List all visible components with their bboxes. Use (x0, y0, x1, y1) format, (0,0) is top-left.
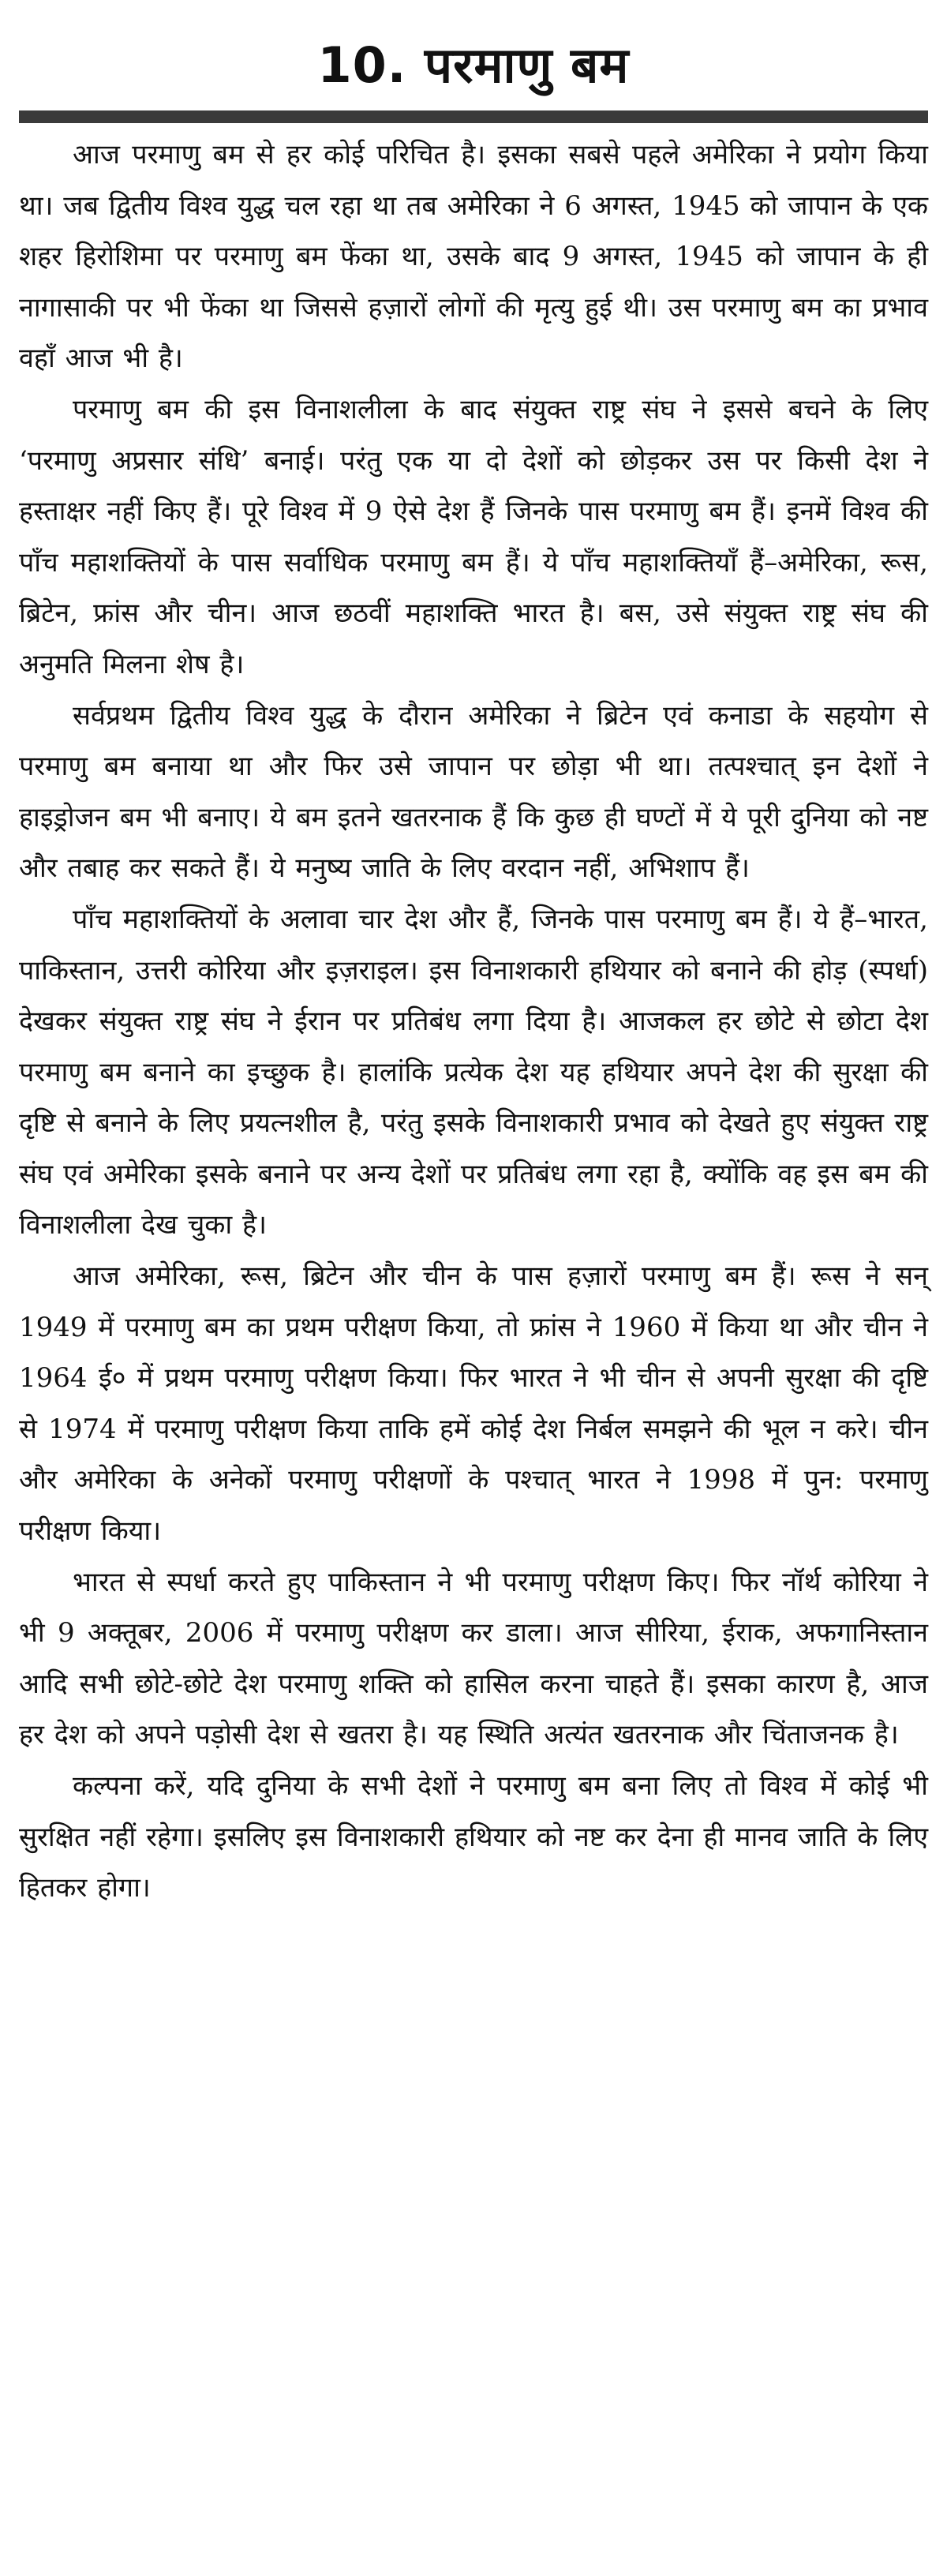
paragraph-4: पाँच महाशक्तियों के अलावा चार देश और हैं, जिनके पास परमाणु बम हैं। ये हैं–भारत, पाकिस्तान, उत्तरी कोरिया और इज़राइल। इस विनाशकारी हथियार को बनाने की होड़ (स्पर्धा) देखकर संयुक्त राष्ट्र संघ ने ईरान पर प्रतिबंध लगा दिया है। आजकल हर छोटे से छोटा देश परमाणु बम बनाने का इच्छुक है। हालांकि प्रत्येक देश यह हथियार अपने देश की सुरक्षा की दृष्टि से बनाने के लिए प्रयत्नशील है, परंतु इसके विनाशकारी प्रभाव को देखते हुए संयुक्त राष्ट्र संघ एवं अमेरिका इसके बनाने पर अन्य देशों पर प्रतिबंध लगा रहा है, क्योंकि वह इस बम की विनाशलीला देख चुका है। (19, 903, 928, 1241)
paragraph-6: भारत से स्पर्धा करते हुए पाकिस्तान ने भी परमाणु परीक्षण किए। फिर नॉर्थ कोरिया ने भी 9 अक्तूबर, 2006 में परमाणु परीक्षण कर डाला। आज सीरिया, ईराक, अफगानिस्तान आदि सभी छोटे-छोटे देश परमाणु शक्ति को हासिल करना चाहते हैं। इसका कारण है, आज हर देश को अपने पड़ोसी देश से खतरा है। यह स्थिति अत्यंत खतरनाक और चिंताजनक है। (19, 1566, 928, 1751)
paragraph-3: सर्वप्रथम द्वितीय विश्व युद्ध के दौरान अमेरिका ने ब्रिटेन एवं कनाडा के सहयोग से परमाणु बम बनाया था और फिर उसे जापान पर छोड़ा भी था। तत्पश्चात् इन देशों ने हाइड्रोजन बम भी बनाए। ये बम इतने खतरनाक हैं कि कुछ ही घण्टों में ये पूरी दुनिया को नष्ट और तबाह कर सकते हैं। ये मनुष्य जाति के लिए वरदान नहीं, अभिशाप हैं। (19, 699, 928, 885)
paragraph-5: आज अमेरिका, रूस, ब्रिटेन और चीन के पास हज़ारों परमाणु बम हैं। रूस ने सन् 1949 में परमाणु बम का प्रथम परीक्षण किया, तो फ्रांस ने 1960 में किया था और चीन ने 1964 ई० में प्रथम परमाणु परीक्षण किया। फिर भारत ने भी चीन से अपनी सुरक्षा की दृष्टि से 1974 में परमाणु परीक्षण किया ताकि हमें कोई देश निर्बल समझने की भूल न करे। चीन और अमेरिका के अनेकों परमाणु परीक्षणों के पश्चात् भारत ने 1998 में पुन: परमाणु परीक्षण किया। (19, 1260, 928, 1548)
title-divider (19, 110, 928, 123)
page-title: 10. परमाणु बम (317, 36, 630, 94)
paragraph-7: कल्पना करें, यदि दुनिया के सभी देशों ने परमाणु बम बना लिए तो विश्व में कोई भी सुरक्षित नहीं रहेगा। इसलिए इस विनाशकारी हथियार को नष्ट कर देना ही मानव जाति के लिए हितकर होगा। (19, 1770, 928, 1904)
essay-page (19, 0, 928, 2576)
paragraph-1: आज परमाणु बम से हर कोई परिचित है। इसका सबसे पहले अमेरिका ने प्रयोग किया था। जब द्वितीय विश्व युद्ध चल रहा था तब अमेरिका ने 6 अगस्त, 1945 को जापान के एक शहर हिरोशिमा पर परमाणु बम फेंका था, उसके बाद 9 अगस्त, 1945 को जापान के ही नागासाकी पर भी फेंका था जिससे हज़ारों लोगों की मृत्यु हुई थी। उस परमाणु बम का प्रभाव वहाँ आज भी है। (19, 139, 928, 375)
essay-body (19, 129, 928, 1914)
paragraph-2: परमाणु बम की इस विनाशलीला के बाद संयुक्त राष्ट्र संघ ने इससे बचने के लिए ‘परमाणु अप्रसार संधि’ बनाई। परंतु एक या दो देशों को छोड़कर उस पर किसी देश ने हस्ताक्षर नहीं किए हैं। पूरे विश्व में 9 ऐसे देश हैं जिनके पास परमाणु बम हैं। इनमें विश्व की पाँच महाशक्तियों के पास सर्वाधिक परमाणु बम हैं। ये पाँच महाशक्तियाँ हैं–अमेरिका, रूस, ब्रिटेन, फ्रांस और चीन। आज छठवीं महाशक्ति भारत है। बस, उसे संयुक्त राष्ट्र संघ की अनुमति मिलना शेष है। (19, 393, 928, 680)
